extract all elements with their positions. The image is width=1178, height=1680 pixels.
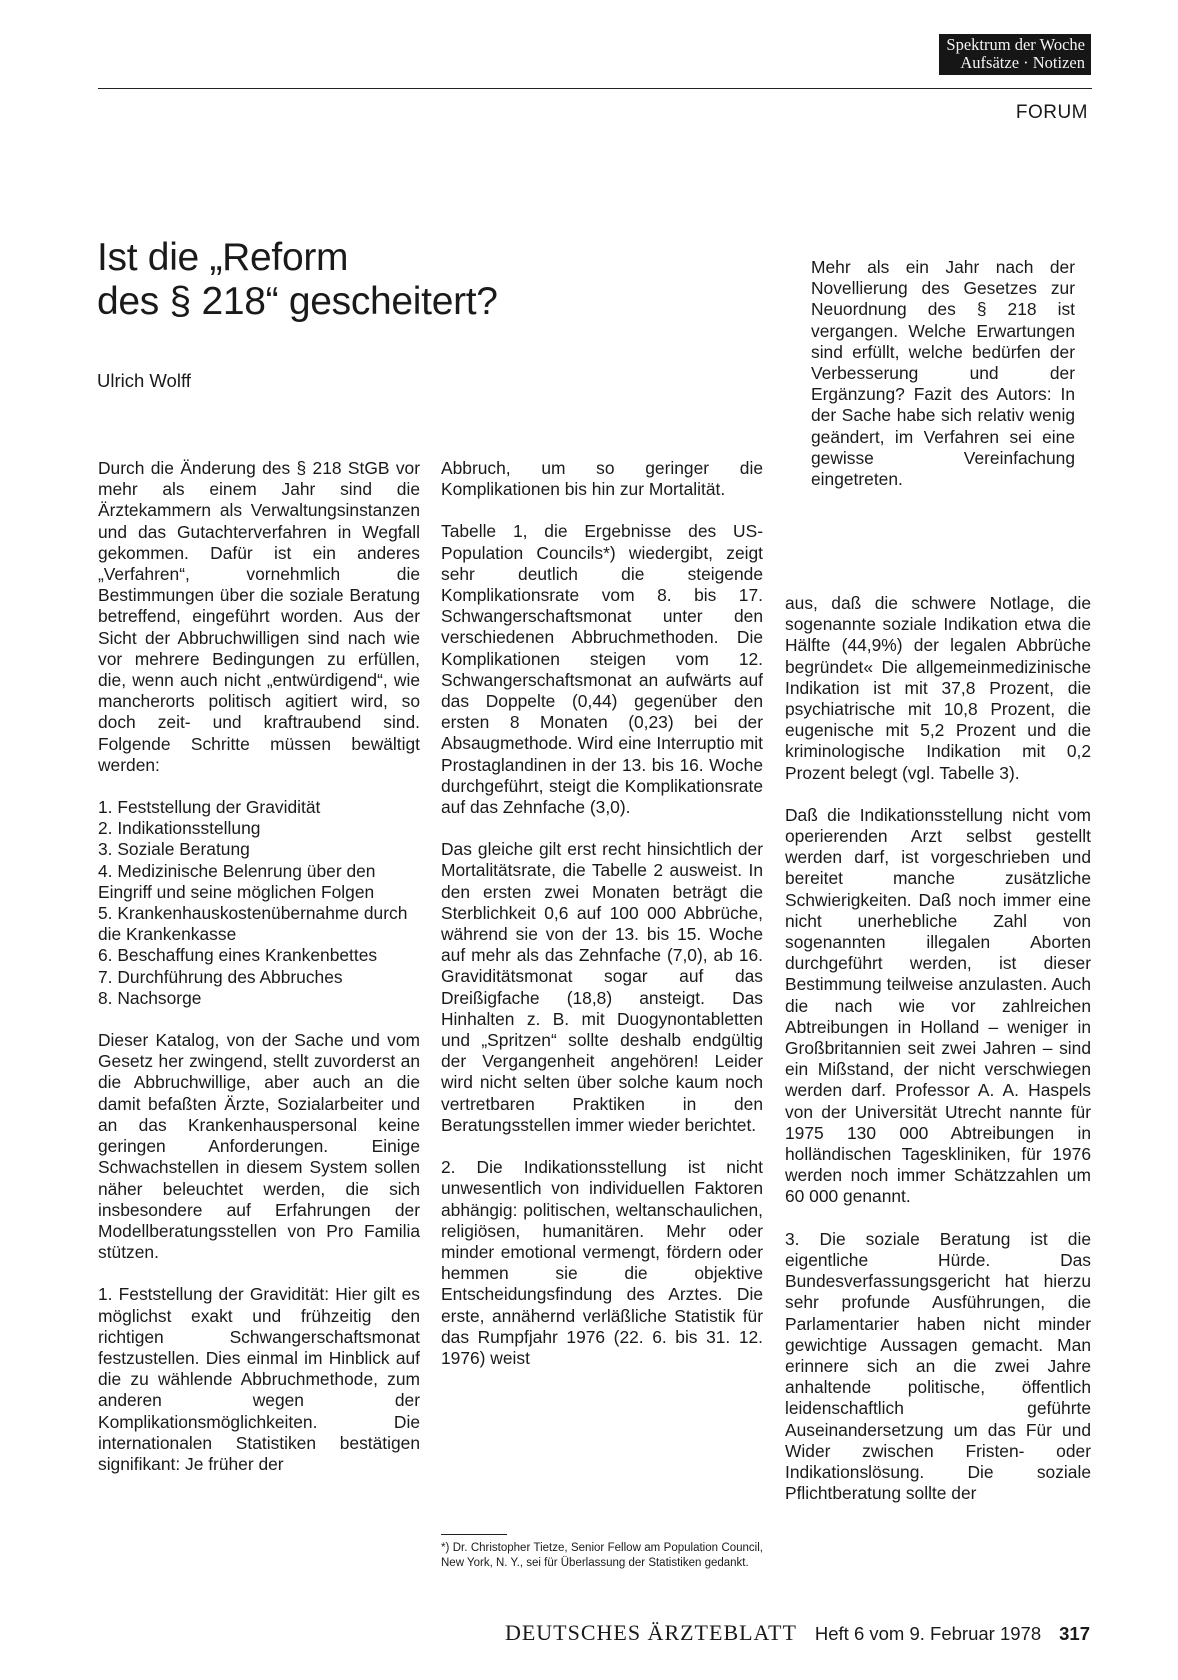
steps-list-item: 2. Indikationsstellung: [98, 818, 261, 839]
article-title-line1: Ist die „Reform: [97, 236, 349, 279]
text-column-left: [98, 458, 420, 1475]
body-paragraph: Daß die Indikationsstellung nicht vom operierenden Arzt selbst gestellt werden darf, ist vorgeschrieben und bereitet manche zusätzliche Schwierigkeiten. Daß noch immer eine nicht unerhebliche Zahl von sogenannten illegalen Aborten durchgeführt werden, ist dieser Bestimmung teilweise anzulasten. Auch die nach wie vor zahlreichen Abtreibungen in Holland – weniger in Großbritannien seit zwei Jahren – sind ein Mißstand, der nicht verschwiegen werden darf. Professor A. A. Haspels von der Universität Utrecht nannte für 1975 130 000 Abtreibungen in holländischen Tageskliniken, für 1976 werden noch immer Schätzzahlen um 60 000 genannt.: [785, 804, 1091, 1207]
steps-list-item: 5. Krankenhauskostenübernahme durch die Krankenkasse: [98, 903, 408, 945]
steps-list-item: 7. Durchführung des Abbruches: [98, 966, 343, 987]
steps-list-item: 8. Nachsorge: [98, 987, 202, 1008]
body-paragraph: Durch die Änderung des § 218 StGB vor mehr als einem Jahr sind die Ärztekammern als Verwaltungsinstanzen und das Gutachterverfahren in Wegfall gekommen. Dafür ist ein anderes „Verfahren“, vornehmlich die Bestimmungen über die soziale Beratung betreffend, eingeführt worden. Aus der Sicht der Abbruchwilligen sind nach wie vor mehrere Bedingungen zu erfüllen, die, wenn auch nicht „entwürdigend“, wie mancherorts politisch agitiert wird, so doch zeit- und kraftraubend sind. Folgende Schritte müssen bewältigt werden:: [98, 458, 420, 775]
text-column-middle: [441, 458, 763, 1369]
article-title: [97, 236, 498, 324]
article-title-line2: des § 218“ gescheitert?: [97, 280, 498, 323]
footnote: *) Dr. Christopher Tietze, Senior Fellow am Population Council, New York, N. Y., sei für Überlassung der Statistiken gedankt.: [441, 1542, 763, 1569]
section-tag: [939, 34, 1091, 75]
section-tag-line1: Spektrum der Woche: [946, 35, 1085, 54]
body-paragraph: Abbruch, um so geringer die Komplikationen bis hin zur Mortalität.: [441, 458, 763, 500]
body-paragraph: Das gleiche gilt erst recht hinsichtlich der Mortalitätsrate, die Tabelle 2 ausweist. In den ersten zwei Monaten beträgt die Sterblichkeit 0,6 auf 100 000 Abbrüche, während sie von der 13. bis 15. Woche auf mehr als das Zehnfache (7,0), ab 16. Graviditätsmonat sogar auf das Dreißigfache (18,8) ansteigt. Das Hinhalten z. B. mit Duogynontabletten und „Spritzen“ sollte deshalb endgültig der Vergangenheit angehören! Leider wird nicht selten über solche kaum noch vertretbaren Praktiken in den Beratungsstellen immer wieder berichtet.: [441, 839, 763, 1135]
journal-name: DEUTSCHES ÄRZTEBLATT: [504, 1620, 797, 1645]
page-number: 317: [1059, 1623, 1090, 1644]
body-paragraph: 3. Die soziale Beratung ist die eigentliche Hürde. Das Bundesverfassungsgericht hat hierzu sehr profunde Ausführungen, die Parlamentarier haben nicht minder gewichtige Aussagen gemacht. Man erinnere sich an die zwei Jahre anhaltende politische, öffentlich leidenschaftlich geführte Auseinandersetzung um das Für und Wider zwischen Fristen- oder Indikationslösung. Die soziale Pflichtberatung sollte der: [785, 1228, 1091, 1504]
steps-list-item: 4. Medizinische Belenrung über den Eingriff und seine möglichen Folgen: [98, 860, 376, 902]
steps-list-item: 3. Soziale Beratung: [98, 839, 250, 860]
steps-list: [98, 797, 420, 1009]
text-column-right: [785, 593, 1091, 1504]
article-abstract: Mehr als ein Jahr nach der Novellierung des Gesetzes zur Neuordnung des § 218 ist vergangen. Welche Erwartungen sind erfüllt, welche bedürfen der Verbesserung und der Ergänzung? Fazit des Autors: In der Sache habe sich relativ wenig geändert, im Verfahren sei eine gewisse Vereinfachung eingetreten.: [811, 257, 1075, 490]
body-paragraph: aus, daß die schwere Notlage, die sogenannte soziale Indikation etwa die Hälfte (44,9%) der legalen Abbrüche begründet« Die allgemeinmedizinische Indikation ist mit 37,8 Prozent, die psychiatrische mit 10,8 Prozent, die eugenische mit 5,2 Prozent und die kriminologische Indikation mit 0,2 Prozent belegt (vgl. Tabelle 3).: [785, 593, 1091, 783]
issue-info: Heft 6 vom 9. Februar 1978: [814, 1623, 1042, 1644]
page-footer: [505, 1620, 1090, 1646]
header-rule: [98, 88, 1092, 89]
category-label: FORUM: [1015, 102, 1088, 123]
steps-list-item: 1. Feststellung der Gravidität: [98, 797, 321, 818]
body-paragraph: Dieser Katalog, von der Sache und vom Gesetz her zwingend, stellt zuvorderst an die Abbruchwillige, aber auch an die damit befaßten Ärzte, Sozialarbeiter und an das Krankenhauspersonal keine geringen Anforderungen. Einige Schwachstellen in diesem System sollen näher beleuchtet werden, die sich insbesondere auf Erfahrungen der Modellberatungsstellen von Pro Familia stützen.: [98, 1030, 420, 1263]
steps-list-item: 6. Beschaffung eines Krankenbettes: [98, 945, 378, 966]
body-paragraph: 2. Die Indikationsstellung ist nicht unwesentlich von individuellen Faktoren abhängig: politischen, weltanschaulichen, religiösen, humanitären. Mehr oder minder emotional vermengt, fördern oder hemmen sie die objektive Entscheidungsfindung des Arztes. Die erste, annähernd verläßliche Statistik für das Rumpfjahr 1976 (22. 6. bis 31. 12. 1976) weist: [441, 1157, 763, 1368]
section-tag-line2: Aufsätze · Notizen: [960, 53, 1085, 72]
author-byline: Ulrich Wolff: [97, 370, 191, 391]
body-paragraph: Tabelle 1, die Ergebnisse des US-Population Councils*) wiedergibt, zeigt sehr deutlich die steigende Komplikationsrate vom 8. bis 17. Schwangerschaftsmonat unter den verschiedenen Abbruchmethoden. Die Komplikationen steigen vom 12. Schwangerschaftsmonat an aufwärts auf das Doppelte (0,44) gegenüber den ersten 8 Monaten (0,23) bei der Absaugmethode. Wird eine Interruptio mit Prostaglandinen in der 13. bis 16. Woche durchgeführt, steigt die Komplikationsrate auf das Zehnfache (3,0).: [441, 521, 763, 818]
body-paragraph: 1. Feststellung der Gravidität: Hier gilt es möglichst exakt und frühzeitig den richtigen Schwangerschaftsmonat festzustellen. Dies einmal im Hinblick auf die zu wählende Abbruchmethode, zum anderen wegen der Komplikationsmöglichkeiten. Die internationalen Statistiken bestätigen signifikant: Je früher der: [98, 1284, 420, 1474]
footnote-rule: [441, 1534, 507, 1535]
